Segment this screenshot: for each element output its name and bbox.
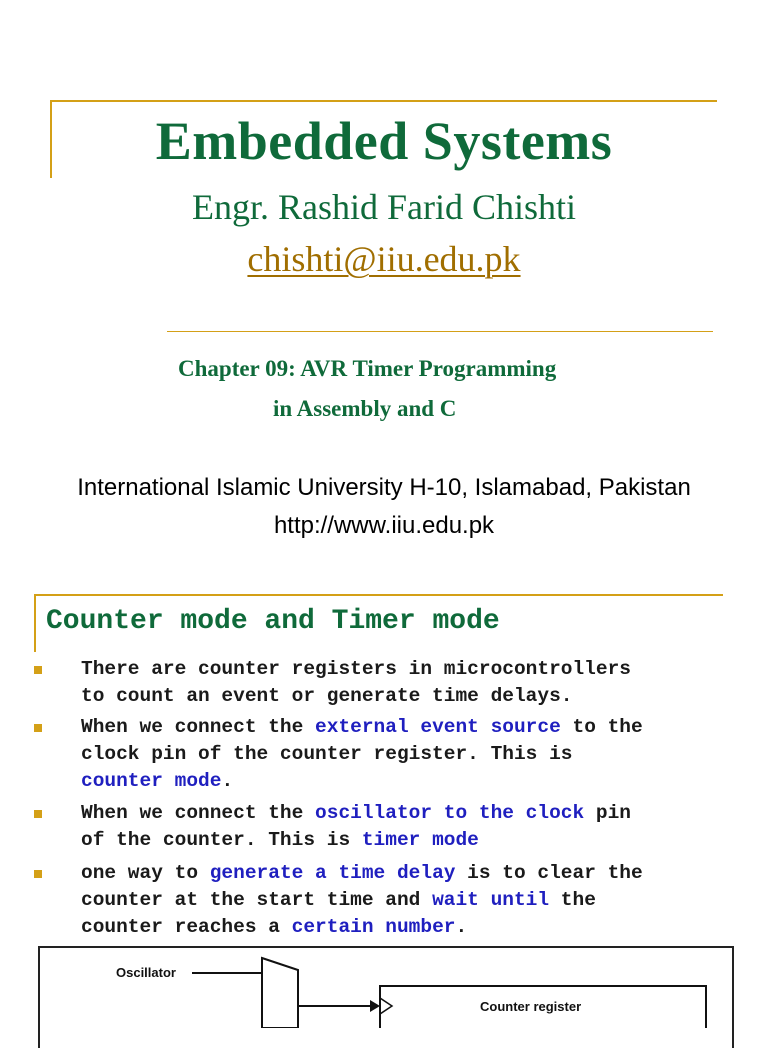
bullet-text — [81, 714, 751, 795]
bullet-text — [81, 860, 751, 941]
content-frame-left-rule — [34, 594, 36, 652]
chapter-line-1: Chapter 09: AVR Timer Programming — [178, 356, 557, 381]
bullet-text-segment: to count an event or generate time delays. — [81, 685, 573, 707]
author-email-link[interactable]: chishti@iiu.edu.pk — [247, 239, 521, 279]
bullet-text-segment: clock pin of the counter register. This is — [81, 743, 573, 765]
bullet-square-icon — [34, 666, 42, 674]
bullet-square-icon — [34, 810, 42, 818]
bullet-square-icon — [34, 870, 42, 878]
highlighted-term: wait until — [432, 889, 550, 911]
bullet-text-segment: . — [455, 916, 468, 938]
bullet-text — [81, 656, 751, 710]
title-divider — [167, 331, 713, 332]
counter-diagram — [38, 946, 734, 1048]
university-url: http://www.iiu.edu.pk — [273, 512, 495, 539]
content-slide-title: Counter mode and Timer mode — [46, 606, 500, 637]
oscillator-label: Oscillator — [116, 965, 176, 980]
highlighted-term: oscillator to the clock — [315, 802, 585, 824]
content-slide — [0, 580, 768, 1024]
bullet-text-segment: counter at the start time and — [81, 889, 433, 911]
highlighted-term: certain number — [291, 916, 456, 938]
bullet-text-segment: counter reaches a — [81, 916, 292, 938]
bullet-text-segment: one way to — [81, 862, 210, 884]
university-name: International Islamic University H-10, Islamabad, Pakistan — [77, 474, 691, 501]
title-frame-top-rule — [50, 100, 717, 102]
slide-title: Embedded Systems — [155, 111, 613, 171]
highlighted-term: counter mode — [81, 770, 222, 792]
bullet-text-segment: . — [221, 770, 234, 792]
bullet-text-segment: of the counter. This is — [81, 829, 362, 851]
bullet-text-segment: When we connect the — [81, 802, 316, 824]
chapter-line-2: in Assembly and C — [273, 396, 457, 421]
bullet-text-segment: When we connect the — [81, 716, 316, 738]
content-frame-top-rule — [34, 594, 723, 596]
highlighted-term: generate a time delay — [209, 862, 456, 884]
multiplexer-shape — [262, 958, 298, 1028]
bullet-text-segment: is to clear the — [455, 862, 643, 884]
bullet-text-segment: the — [549, 889, 596, 911]
author-name: Engr. Rashid Farid Chishti — [191, 187, 576, 227]
counter-diagram-svg — [40, 948, 732, 1028]
highlighted-term: timer mode — [361, 829, 479, 851]
bullet-square-icon — [34, 724, 42, 732]
author-email — [0, 238, 768, 280]
bullet-text-segment: There are counter registers in microcontrollers — [81, 658, 631, 680]
counter-register-label: Counter register — [480, 999, 582, 1014]
highlighted-term: external event source — [315, 716, 561, 738]
bullet-text-segment: to the — [560, 716, 643, 738]
arrow-head — [370, 1000, 380, 1012]
bullet-text — [81, 800, 751, 854]
bullet-text-segment: pin — [584, 802, 632, 824]
